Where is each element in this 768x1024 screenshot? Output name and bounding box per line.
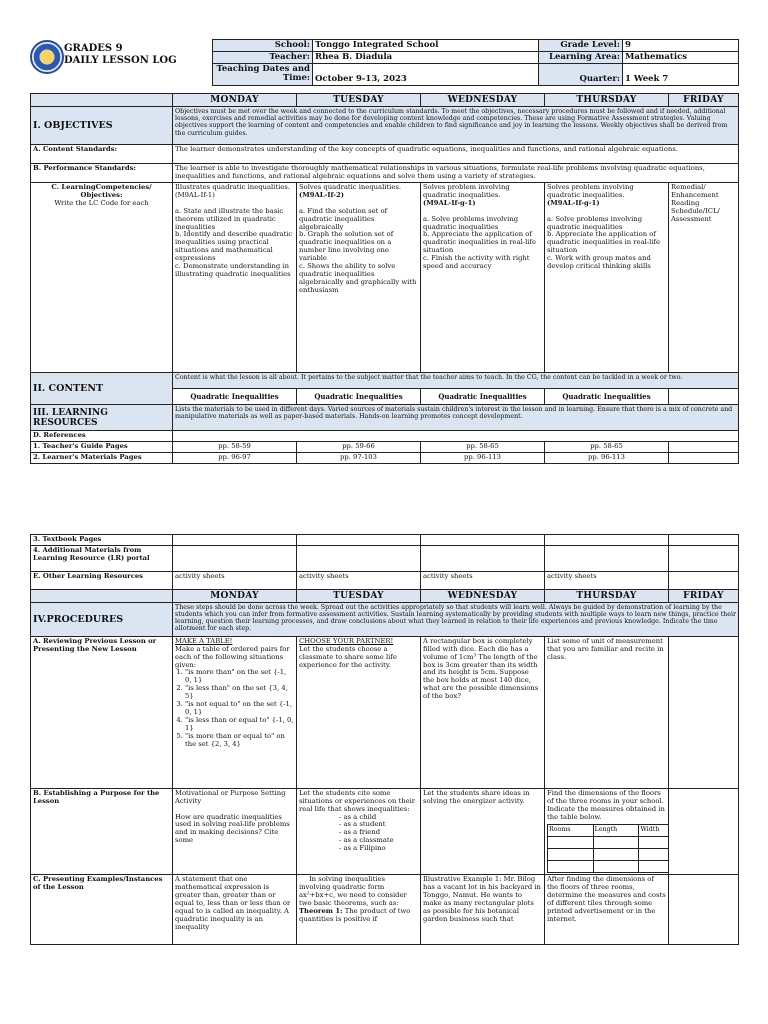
procedure-a-tuesday <box>297 636 421 788</box>
day-thursday-2: THURSDAY <box>545 589 669 602</box>
day-friday-2: FRIDAY <box>669 589 739 602</box>
day-wednesday: WEDNESDAY <box>421 94 545 107</box>
procedure-c-monday: A statement that one mathematical expression is greater than, greater than or equal to, less than or less than or equal to is called an inequality. A quadratic inequality is an inequality <box>173 875 297 945</box>
make-a-table-item: 3. "is not equal to" on the set {-1, 0, 1} <box>185 701 294 717</box>
competency-monday-b: b. Identify and describe quadratic inequalities using practical situations and mathematical expressions <box>175 230 293 263</box>
theorems-intro: In solving inequalities involving quadratic form ax²+bx+c, we need to consider two basic theorems, such as: <box>299 875 407 908</box>
day-wednesday-2: WEDNESDAY <box>421 589 545 602</box>
competency-wednesday-code: (M9AL-If-g-1) <box>423 198 476 207</box>
teacher-value: Rhea B. Diadula <box>313 52 539 64</box>
make-a-table-title: MAKE A TABLE! <box>175 636 233 645</box>
content-label: II. CONTENT <box>31 373 173 405</box>
procedures-label: IV.PROCEDURES <box>31 602 173 636</box>
procedure-b-wednesday: Let the students share ideas in solving the energizer activity. <box>421 788 545 875</box>
content-standards-label: A. Content Standards: <box>31 145 173 164</box>
competency-wednesday-title: Solves problem involving quadratic inequalities. <box>423 183 510 199</box>
make-a-table-item: 4. "is less than or equal to" {-1, 0, 1} <box>185 717 294 733</box>
grade-level-label: Grade Level: <box>539 40 623 52</box>
situation-item: - as a friend <box>339 828 381 837</box>
procedure-a-wednesday: A rectangular box is completely filled with dice. Each die has a volume of 1cm³ The length of the box is 3cm greater than its width and its height is 5cm. Suppose the box holds at most 140 dice, what are the possible dimensions of the box? <box>421 636 545 788</box>
competency-tuesday-code: (M9AL-If-2) <box>299 190 344 199</box>
procedure-c-wednesday: Illustrative Example 1: Mr. Bilog has a vacant lot in his backyard in Tonggo, Namut. He wants to make as many rectangular plots as possible for his botanical garden business such that <box>421 875 545 945</box>
day-friday: FRIDAY <box>669 94 739 107</box>
learning-area-label: Learning Area: <box>539 52 623 64</box>
tg-thursday: pp. 58-65 <box>545 441 669 452</box>
content-topic-thursday: Quadratic Inequalities <box>545 389 669 405</box>
competencies-label: C. LearningCompetencies/ Objectives: <box>51 183 152 199</box>
competency-thursday <box>545 183 669 373</box>
competencies-sublabel: Write the LC Code for each <box>54 198 149 207</box>
competency-wednesday-c: c. Finish the activity with right speed and accuracy <box>423 254 530 271</box>
teachers-guide-label: 1. Teacher's Guide Pages <box>31 441 173 452</box>
content-standards-text: The learner demonstrates understanding of the key concepts of quadratic equations, inequalities and functions, and rational algebraic equations. <box>173 145 739 164</box>
school-value: Tonggo Integrated School <box>313 40 539 52</box>
procedures-text: These steps should be done across the week. Spread out the activities appropriately so that students will learn well. Always be guided by demonstration of learning by the students which you can infer from formative assessment activities. Sustain learning systematically by providing students with multiple ways to learn new things, practice their learning, question their learning processes, and draw conclusions about what they learned in relation to their life experiences and previous knowledge. Indicate the time allotment for each step. <box>173 602 739 636</box>
performance-standards-text: The learner is able to investigate thoroughly mathematical relationships in various situations, formulate real-life problems involving quadratic equations, inequalities and functions, and rational algebraic equations and solve them using a variety of strategies. <box>173 164 739 183</box>
teacher-label: Teacher: <box>213 52 313 64</box>
competency-tuesday-a: a. Find the solution set of quadratic inequalities algebraically <box>299 206 388 231</box>
procedure-a-monday <box>173 636 297 788</box>
day-tuesday-2: TUESDAY <box>297 589 421 602</box>
competency-wednesday-b: b. Appreciate the application of quadratic inequalities in real-life situation <box>423 230 536 255</box>
day-corner <box>31 94 173 107</box>
additional-materials-label: 4. Additional Materials from Learning Resource (LR) portal <box>31 545 173 571</box>
objectives-label: I. OBJECTIVES <box>31 107 173 145</box>
competency-friday: Remedial/ Enhancement Reading Schedule/ICL/ Assessment <box>669 183 739 373</box>
competency-thursday-b: b. Appreciate the application of quadratic inequalities in real-life situation <box>547 230 660 255</box>
competency-tuesday <box>297 183 421 373</box>
grades-title: GRADES 9 <box>64 43 123 54</box>
tg-wednesday: pp. 58-65 <box>421 441 545 452</box>
procedure-b-label: B. Establishing a Purpose for the Lesson <box>31 788 173 875</box>
theorem-1-label: Theorem 1: <box>299 907 343 916</box>
day-tuesday: TUESDAY <box>297 94 421 107</box>
procedure-a-friday <box>669 636 739 788</box>
school-label: School: <box>213 40 313 52</box>
choose-partner-text: Let the students choose a classmate to share some life experience for the activity. <box>299 644 397 669</box>
grade-level-value: 9 <box>623 40 739 52</box>
width-header: Width <box>639 825 669 837</box>
competency-monday-title: Illustrates quadratic inequalities. (M9AL-If-1) <box>175 183 290 199</box>
day-thursday: THURSDAY <box>545 94 669 107</box>
dates-value: October 9-13, 2023 <box>313 64 539 86</box>
lm-friday <box>669 452 739 463</box>
day-monday-2: MONDAY <box>173 589 297 602</box>
competency-tuesday-title: Solves quadratic inequalities. <box>299 183 402 191</box>
learners-materials-label: 2. Learner's Materials Pages <box>31 452 173 463</box>
room-dimensions-text: Find the dimensions of the floors of the three rooms in your school. Indicate the measures obtained in the table below. <box>547 788 665 821</box>
make-a-table-item: 5. "is more than or equal to" on the set {2, 3, 4} <box>185 733 294 749</box>
competency-thursday-c: c. Work with group mates and develop critical thinking skills <box>547 254 651 271</box>
performance-standards-label: B. Performance Standards: <box>31 164 173 183</box>
header-info-table <box>212 39 739 86</box>
day-corner-2 <box>31 589 173 602</box>
references-label: D. References <box>31 431 173 442</box>
content-topic-monday: Quadratic Inequalities <box>173 389 297 405</box>
procedure-b-monday <box>173 788 297 875</box>
make-a-table-item: 2. "is less than" on the set {3, 4, 5} <box>185 685 294 701</box>
situation-item: - as a classmate <box>339 836 394 845</box>
procedure-a-label: A. Reviewing Previous Lesson or Presenting the New Lesson <box>31 636 173 788</box>
learning-area-value: Mathematics <box>623 52 739 64</box>
references-empty <box>173 431 739 442</box>
competency-thursday-a: a. Solve problems involving quadratic inequalities <box>547 214 643 231</box>
situation-item: - as a Filipino <box>339 844 386 853</box>
competency-wednesday-a: a. Solve problems involving quadratic inequalities <box>423 214 519 231</box>
situations-intro: Let the students cite some situations or experiences on their real life that shows inequalities: <box>299 788 416 813</box>
lesson-log-table-part2 <box>30 534 739 945</box>
situation-item: - as a student <box>339 820 386 829</box>
dates-label: Teaching Dates and Time: <box>213 64 313 86</box>
rooms-header: Rooms <box>548 825 594 837</box>
lesson-log-table-part1 <box>30 93 739 464</box>
competency-wednesday <box>421 183 545 373</box>
other-monday: activity sheets <box>173 571 297 589</box>
lm-thursday: pp. 96-113 <box>545 452 669 463</box>
quarter-value: 1 Week 7 <box>623 64 739 86</box>
procedure-b-tuesday <box>297 788 421 875</box>
competency-monday-c: c. Demonstrate understanding in illustrating quadratic inequalities <box>175 262 291 278</box>
purpose-activity-title: Motivational or Purpose Setting Activity <box>175 788 286 805</box>
procedure-a-thursday: List some of unit of measurement that you are familiar and recite in class. <box>545 636 669 788</box>
procedure-c-friday <box>669 875 739 945</box>
tg-tuesday: pp. 59-66 <box>297 441 421 452</box>
other-wednesday: activity sheets <box>421 571 545 589</box>
deped-seal-logo <box>30 40 64 74</box>
make-a-table-intro: Make a table of ordered pairs for each of the following situations given: <box>175 644 290 669</box>
day-monday: MONDAY <box>173 94 297 107</box>
tg-monday: pp. 58-59 <box>173 441 297 452</box>
quarter-label: Quarter: <box>539 64 623 86</box>
competency-tuesday-c: c. Shows the ability to solve quadratic inequalities algebraically and graphically with enthusiasm <box>299 262 417 294</box>
content-topic-tuesday: Quadratic Inequalities <box>297 389 421 405</box>
purpose-activity-text: How are quadratic inequalities used in solving real-life problems and in making decisions? Cite some <box>175 812 290 845</box>
procedure-c-label: C. Presenting Examples/Instances of the Lesson <box>31 875 173 945</box>
competency-thursday-code: (M9AL-If-g-1) <box>547 198 600 207</box>
lm-wednesday: pp. 96-113 <box>421 452 545 463</box>
lm-monday: pp. 96-97 <box>173 452 297 463</box>
content-topic-wednesday: Quadratic Inequalities <box>421 389 545 405</box>
competency-tuesday-b: b. Graph the solution set of quadratic inequalities on a number line involving one variable <box>299 230 394 263</box>
choose-partner-title: CHOOSE YOUR PARTNER! <box>299 636 394 645</box>
procedure-b-thursday <box>545 788 669 875</box>
other-resources-label: E. Other Learning Resources <box>31 571 173 589</box>
rooms-table <box>547 824 669 873</box>
procedure-b-friday <box>669 788 739 875</box>
learning-resources-text: Lists the materials to be used in different days. Varied sources of materials sustain children's interest in the lesson and in learning. Ensure that there is a mix of concrete and manipulative materials as well as paper-based materials. Hands-on learning promotes concept development. <box>173 405 739 431</box>
make-a-table-item: 1. "is more than" on the set {-1, 0, 1} <box>185 669 294 685</box>
learning-resources-label: III. LEARNING RESOURCES <box>31 405 173 431</box>
other-tuesday: activity sheets <box>297 571 421 589</box>
situation-item: - as a child <box>339 812 377 821</box>
procedure-c-tuesday <box>297 875 421 945</box>
content-topic-friday <box>669 389 739 405</box>
log-title: DAILY LESSON LOG <box>64 55 177 66</box>
theorem-1-text: The product of two quantities is positive if <box>299 907 411 923</box>
content-text: Content is what the lesson is all about. It pertains to the subject matter that the teacher aims to teach. In the CG, the content can be tackled in a week or two. <box>173 373 739 389</box>
length-header: Length <box>593 825 639 837</box>
lm-tuesday: pp. 97-103 <box>297 452 421 463</box>
other-thursday: activity sheets <box>545 571 669 589</box>
objectives-text: Objectives must be met over the week and connected to the curriculum standards. To meet the objectives, necessary procedures must be followed and if needed, additional lessons, exercises and remedial activities may be done for developing content knowledge and competencies. These are using Formative Assessment strategies. Valuing objectives support the learning of content and competencies and enable children to find significance and joy in learning the lessons. Weekly objectives shall be derived from the curriculum guides. <box>173 107 739 145</box>
competency-thursday-title: Solves problem involving quadratic inequalities. <box>547 183 634 199</box>
tg-friday <box>669 441 739 452</box>
other-friday <box>669 571 739 589</box>
procedure-c-thursday: After finding the dimensions of the floors of three rooms, determine the measures and costs of different tiles through some printed advertisement or in the internet. <box>545 875 669 945</box>
competency-monday-a: a. State and illustrate the basic theorem utilized in quadratic inequalities <box>175 206 284 231</box>
textbook-label: 3. Textbook Pages <box>31 535 173 546</box>
competency-monday <box>173 183 297 373</box>
